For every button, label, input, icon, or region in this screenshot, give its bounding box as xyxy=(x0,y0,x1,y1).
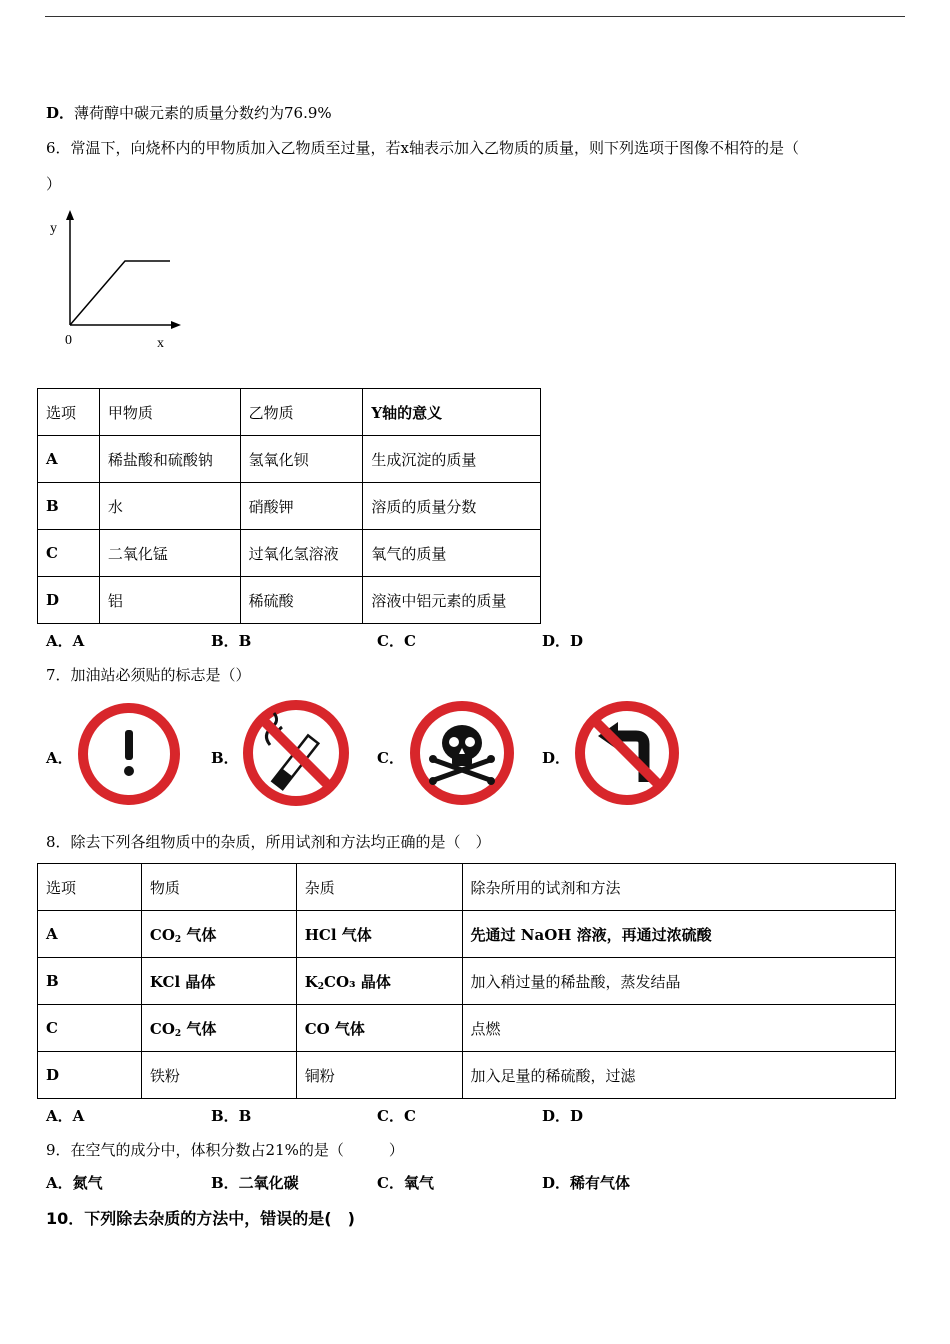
table-cell: A xyxy=(38,911,142,958)
no-left-turn-sign-icon[interactable] xyxy=(572,698,682,808)
q9-stem: 9．在空气的成分中，体积分数占21%的是（ ） xyxy=(46,1141,404,1159)
q6-option-a[interactable]: A．A xyxy=(46,632,85,650)
table-row xyxy=(38,1052,896,1099)
table-cell: C xyxy=(38,530,100,577)
q6-option-c[interactable]: C．C xyxy=(377,632,416,650)
table-cell: 先通过 NaOH 溶液，再通过浓硫酸 xyxy=(462,911,895,958)
table-cell: 铝 xyxy=(99,577,240,624)
table-cell: KCl 晶体 xyxy=(141,958,296,1005)
q6-stem-end: ） xyxy=(46,175,62,193)
table-header-cell: 乙物质 xyxy=(240,389,363,436)
table-cell: 铜粉 xyxy=(296,1052,462,1099)
table-cell: 铁粉 xyxy=(141,1052,296,1099)
table-cell: D xyxy=(38,577,100,624)
table-cell: 溶液中铝元素的质量 xyxy=(363,577,541,624)
table-cell: 水 xyxy=(99,483,240,530)
x-axis-arrow-icon xyxy=(171,321,181,329)
table-cell: 生成沉淀的质量 xyxy=(363,436,541,483)
q8-option-c[interactable]: C．C xyxy=(377,1107,416,1125)
table-cell: 加入稍过量的稀盐酸，蒸发结晶 xyxy=(462,958,895,1005)
q7-option-a-label[interactable]: A． xyxy=(46,749,73,767)
origin-label: 0 xyxy=(65,333,72,348)
table-cell: 硝酸钾 xyxy=(240,483,363,530)
y-axis-arrow-icon xyxy=(66,210,74,220)
table-cell: 稀盐酸和硫酸钠 xyxy=(99,436,240,483)
table-header-cell: 选项 xyxy=(38,389,100,436)
q8-option-b[interactable]: B．B xyxy=(211,1107,252,1125)
table-cell: 加入足量的稀硫酸，过滤 xyxy=(462,1052,895,1099)
q7-option-d-label[interactable]: D． xyxy=(542,749,571,767)
q7-option-b-label[interactable]: B． xyxy=(211,749,239,767)
x-axis-label: x xyxy=(157,336,164,351)
table-row xyxy=(38,436,541,483)
table-cell: 氢氧化钡 xyxy=(240,436,363,483)
q7-option-c-label[interactable]: C． xyxy=(377,749,404,767)
y-axis-label: y xyxy=(50,221,57,236)
table-cell: 氧气的质量 xyxy=(363,530,541,577)
poison-skull-sign-icon[interactable] xyxy=(407,698,517,808)
q9-option-b[interactable]: B．二氧化碳 xyxy=(211,1174,299,1192)
table-cell: HCl 气体 xyxy=(296,911,462,958)
table-header-cell: 物质 xyxy=(141,864,296,911)
q8-table xyxy=(37,863,896,1099)
table-row xyxy=(38,530,541,577)
table-row xyxy=(38,483,541,530)
table-cell: 点燃 xyxy=(462,1005,895,1052)
table-cell: B xyxy=(38,483,100,530)
q9-option-c[interactable]: C．氧气 xyxy=(377,1174,434,1192)
table-cell: C xyxy=(38,1005,142,1052)
table-cell: 二氧化锰 xyxy=(99,530,240,577)
table-header-cell: 选项 xyxy=(38,864,142,911)
table-cell: 稀硫酸 xyxy=(240,577,363,624)
table-header-cell: 杂质 xyxy=(296,864,462,911)
table-header-cell: Y轴的意义 xyxy=(363,389,541,436)
table-cell: B xyxy=(38,958,142,1005)
q8-option-d[interactable]: D．D xyxy=(542,1107,584,1125)
q6-stem: 6．常温下，向烧杯内的甲物质加入乙物质至过量，若x轴表示加入乙物质的质量，则下列选项于图像不相符的是（ xyxy=(46,139,800,157)
q8-stem: 8．除去下列各组物质中的杂质，所用试剂和方法均正确的是（ ） xyxy=(46,833,491,851)
table-row xyxy=(38,1005,896,1052)
graph-curve xyxy=(70,261,170,325)
q9-option-a[interactable]: A．氮气 xyxy=(46,1174,103,1192)
header-rule xyxy=(45,16,905,17)
q5-option-d-label: D． xyxy=(46,104,75,122)
no-smoking-sign-icon[interactable] xyxy=(240,697,352,809)
table-header-cell: 除杂所用的试剂和方法 xyxy=(462,864,895,911)
q5-option-d xyxy=(46,102,332,123)
table-row xyxy=(38,958,896,1005)
table-header-row xyxy=(38,864,896,911)
table-cell: 溶质的质量分数 xyxy=(363,483,541,530)
q5-option-d-text: 薄荷醇中碳元素的质量分数约为76.9% xyxy=(74,104,332,122)
q8-option-a[interactable]: A．A xyxy=(46,1107,85,1125)
table-header-row xyxy=(38,389,541,436)
table-cell: D xyxy=(38,1052,142,1099)
q10-stem: 10．下列除去杂质的方法中，错误的是( ) xyxy=(46,1209,355,1228)
table-cell: $CO_2$ 气体 xyxy=(141,1005,296,1052)
q7-stem: 7．加油站必须贴的标志是（） xyxy=(46,666,251,684)
table-row xyxy=(38,911,896,958)
q9-option-d[interactable]: D．稀有气体 xyxy=(542,1174,631,1192)
table-row xyxy=(38,577,541,624)
q6-option-b[interactable]: B．B xyxy=(211,632,252,650)
table-cell: $CO_2$ 气体 xyxy=(141,911,296,958)
q6-table xyxy=(37,388,541,624)
q6-graph xyxy=(45,205,190,355)
table-cell: $K_2CO_3$ 晶体 xyxy=(296,958,462,1005)
q6-option-d[interactable]: D．D xyxy=(542,632,584,650)
table-cell: A xyxy=(38,436,100,483)
table-cell: CO 气体 xyxy=(296,1005,462,1052)
table-cell: 过氧化氢溶液 xyxy=(240,530,363,577)
table-header-cell: 甲物质 xyxy=(99,389,240,436)
exclamation-warning-sign-icon[interactable] xyxy=(75,700,183,808)
